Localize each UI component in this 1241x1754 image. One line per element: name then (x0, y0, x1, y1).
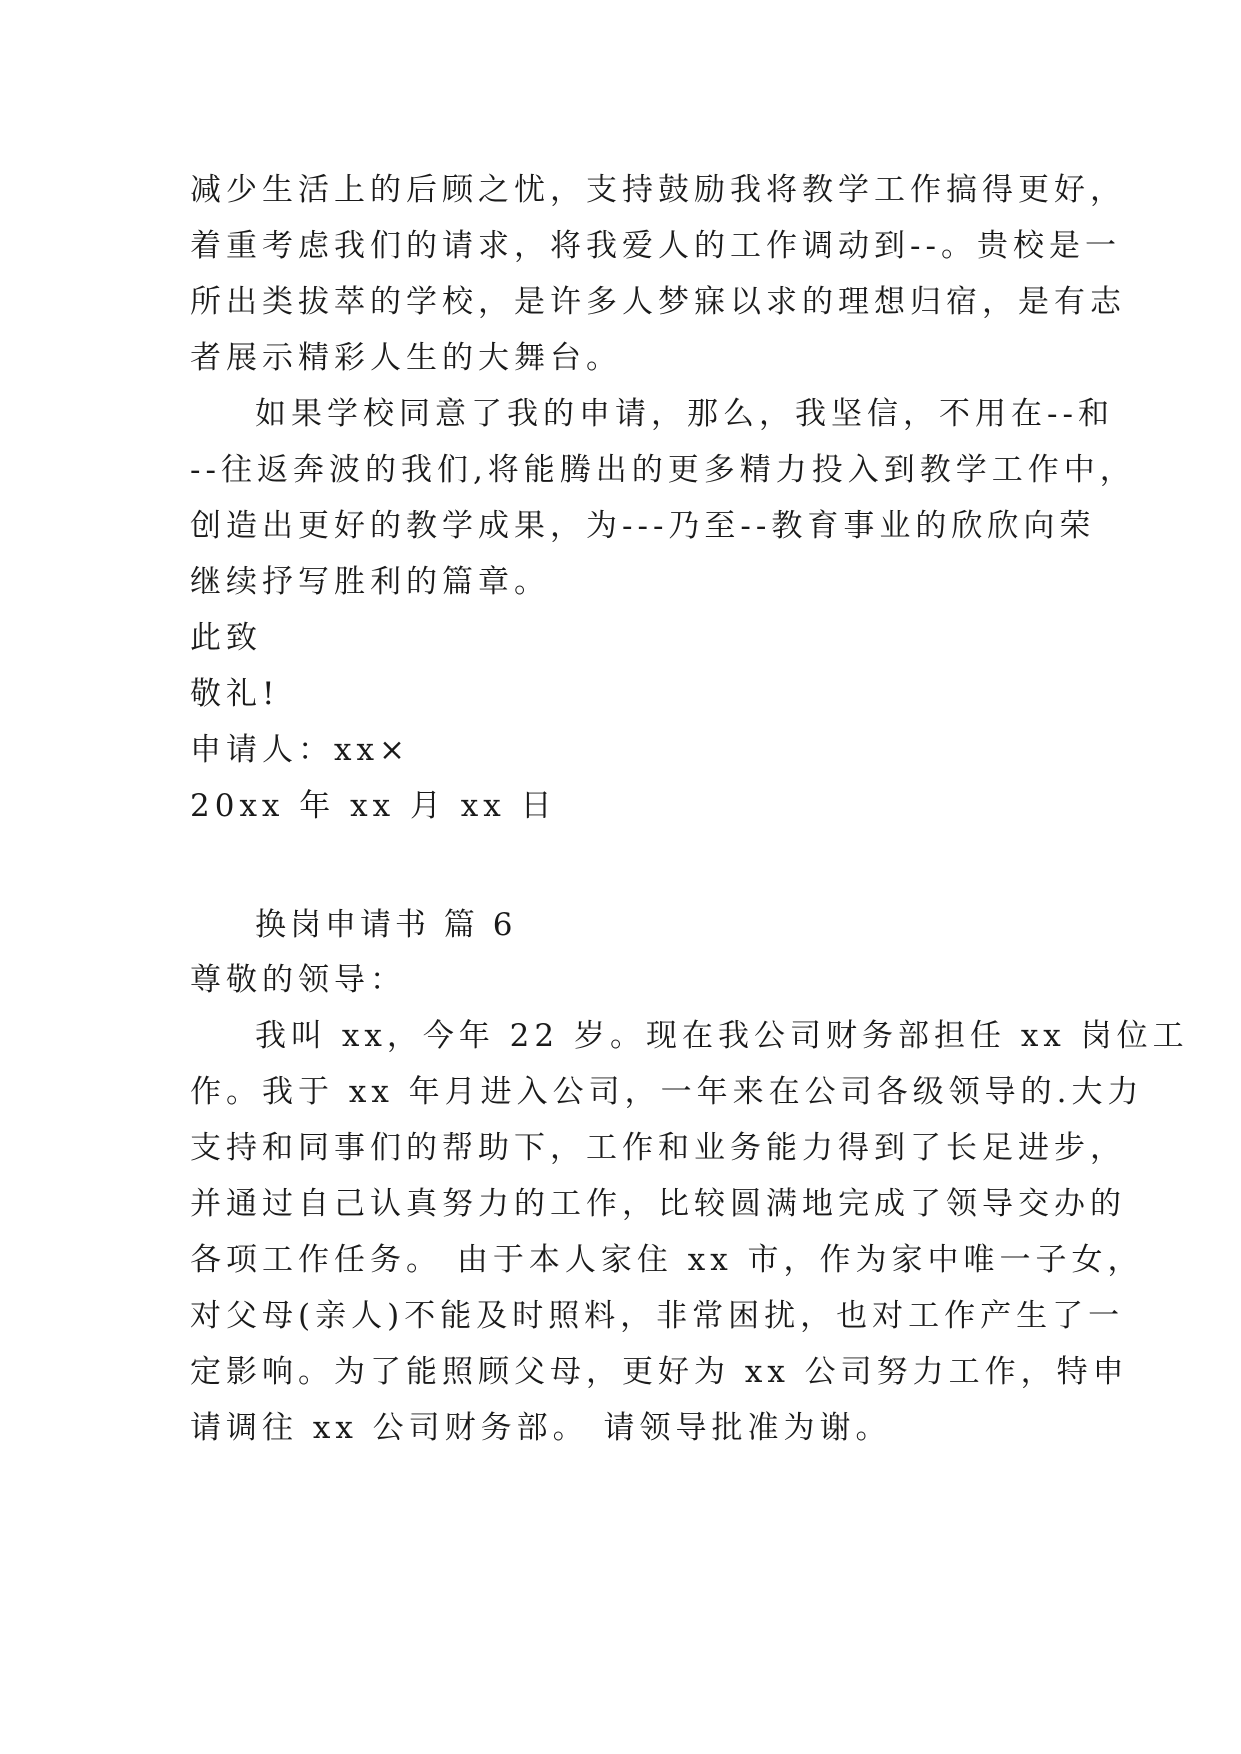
section-heading: 换岗申请书 篇 6 (255, 907, 517, 943)
closing-salute: 敬礼! (190, 676, 280, 712)
text-line: 对父母(亲人)不能及时照料，非常困扰，也对工作产生了一 (190, 1298, 1125, 1334)
text-line: 着重考虑我们的请求，将我爱人的工作调动到--。贵校是一 (190, 228, 1121, 264)
text-line: --往返奔波的我们,将能腾出的更多精力投入到教学工作中， (190, 452, 1136, 488)
text-line: 者展示精彩人生的大舞台。 (190, 340, 622, 376)
closing-line: 此致 (190, 620, 262, 656)
salutation: 尊敬的领导： (190, 962, 406, 998)
text-line: 减少生活上的后顾之忧，支持鼓励我将教学工作搞得更好， (190, 172, 1126, 208)
text-line: 创造出更好的教学成果，为---乃至--教育事业的欣欣向荣 (190, 508, 1096, 544)
text-line: 作。我于 xx 年月进入公司，一年来在公司各级领导的.大力 (190, 1074, 1144, 1110)
text-line: 定影响。为了能照顾父母，更好为 xx 公司努力工作，特申 (190, 1354, 1129, 1390)
letter-date: 20xx 年 xx 月 xx 日 (190, 788, 557, 824)
text-line: 如果学校同意了我的申请，那么，我坚信，不用在--和 (255, 396, 1114, 432)
applicant-signature: 申请人：xx× (190, 732, 410, 768)
text-line: 我叫 xx，今年 22 岁。现在我公司财务部担任 xx 岗位工 (255, 1018, 1189, 1054)
text-line: 请调往 xx 公司财务部。 请领导批准为谢。 (190, 1410, 892, 1446)
text-line: 继续抒写胜利的篇章。 (190, 564, 550, 600)
text-line: 各项工作任务。 由于本人家住 xx 市，作为家中唯一子女， (190, 1242, 1144, 1278)
text-line: 支持和同事们的帮助下，工作和业务能力得到了长足进步， (190, 1130, 1126, 1166)
text-line: 并通过自己认真努力的工作，比较圆满地完成了领导交办的 (190, 1186, 1126, 1222)
text-line: 所出类拔萃的学校，是许多人梦寐以求的理想归宿，是有志 (190, 284, 1126, 320)
